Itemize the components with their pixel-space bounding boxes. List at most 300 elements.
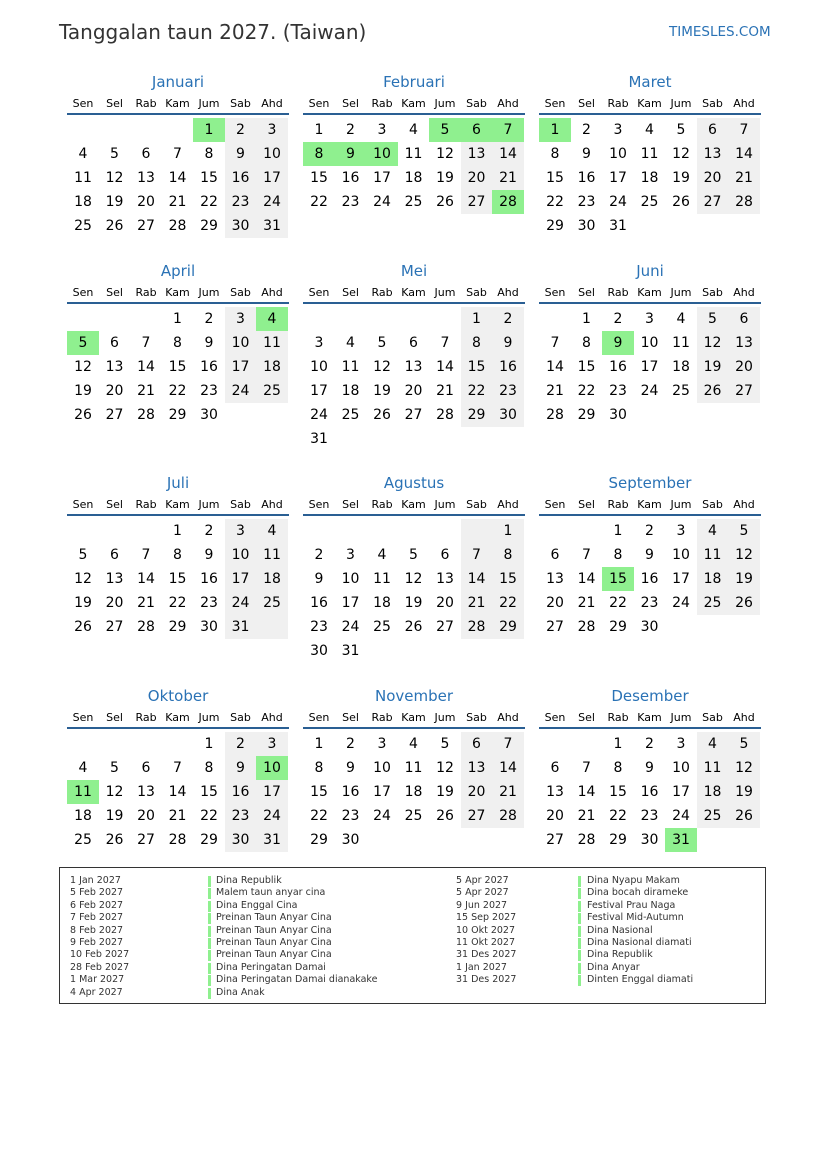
day-cell: 18 — [74, 194, 92, 210]
day-cell: 23 — [640, 595, 659, 611]
day-cell: 22 — [310, 808, 328, 824]
day-cell: 23 — [577, 194, 596, 210]
day-cell: 2 — [503, 311, 513, 327]
day-cell: 10 — [672, 547, 690, 563]
weekday-label: Kam — [165, 286, 190, 299]
legend-holiday-name: Dinten Enggal diamati — [587, 974, 694, 986]
day-cell: 2 — [645, 523, 654, 539]
day-cell: 28 — [168, 832, 187, 848]
weekday-label: Sen — [72, 711, 94, 724]
day-cell: 15 — [577, 359, 596, 375]
month-september — [539, 473, 761, 635]
legend-holiday-name: Dina Peringatan Damai — [216, 961, 326, 973]
day-cell: 24 — [341, 619, 360, 635]
day-cell: 21 — [137, 595, 155, 611]
legend-row — [60, 937, 760, 949]
legend-date: 7 Feb 2027 — [70, 912, 124, 924]
weekday-label: Sab — [230, 498, 251, 511]
day-cell: 25 — [703, 595, 722, 611]
day-cell: 23 — [231, 194, 250, 210]
day-cell: 30 — [231, 832, 250, 848]
page-title: Tanggalan taun 2027. (Taiwan) — [59, 20, 367, 44]
weekday-header — [67, 96, 289, 112]
legend-row — [60, 962, 760, 974]
day-cell: 4 — [267, 523, 277, 539]
day-cell: 29 — [609, 832, 627, 848]
day-cell: 11 — [672, 335, 690, 351]
day-cell: 4 — [708, 523, 717, 539]
day-cell: 12 — [735, 760, 753, 776]
day-cell: 26 — [373, 407, 391, 423]
weekday-label: Ahd — [733, 97, 755, 110]
day-cell: 28 — [735, 194, 753, 210]
weekday-label: Sel — [342, 498, 359, 511]
day-cell: 29 — [200, 218, 218, 234]
day-cell: 14 — [467, 571, 486, 587]
day-cell: 16 — [640, 784, 659, 800]
day-cell: 9 — [645, 760, 654, 776]
day-cell: 20 — [436, 595, 454, 611]
day-cell: 13 — [546, 784, 564, 800]
day-cell: 12 — [436, 760, 454, 776]
day-cell: 26 — [436, 194, 454, 210]
day-cell: 13 — [436, 571, 454, 587]
day-cell: 15 — [200, 170, 218, 186]
day-cell: 17 — [231, 571, 250, 587]
day-cell: 16 — [499, 359, 517, 375]
weekday-label: Kam — [401, 286, 426, 299]
month-name: Agustus — [383, 474, 445, 492]
day-cell: 17 — [672, 571, 690, 587]
month-name: Maret — [628, 73, 672, 91]
day-cell: 30 — [577, 218, 596, 234]
day-cell: 2 — [346, 736, 355, 752]
weekday-label: Jum — [198, 97, 220, 110]
weekday-label: Rab — [135, 97, 157, 110]
day-cell: 10 — [231, 547, 250, 563]
legend-holiday-name: Dina Peringatan Damai dianakake — [216, 974, 378, 986]
weekday-label: Sel — [342, 97, 359, 110]
day-cell: 27 — [137, 218, 155, 234]
day-cell: 17 — [609, 170, 627, 186]
day-cell: 26 — [105, 218, 124, 234]
day-cell: 13 — [137, 170, 155, 186]
weekday-label: Sel — [106, 498, 123, 511]
weekday-label: Sel — [342, 286, 359, 299]
month-maret — [539, 72, 761, 234]
day-cell: 27 — [546, 619, 564, 635]
day-cell: 21 — [137, 383, 155, 399]
holiday-date: 10 — [366, 142, 398, 166]
weekday-label: Rab — [135, 711, 157, 724]
day-cell: 4 — [78, 760, 88, 776]
legend-date: 10 Okt 2027 — [456, 924, 516, 936]
weekday-label: Kam — [401, 498, 426, 511]
holiday-marker — [578, 926, 581, 937]
day-cell: 19 — [436, 784, 454, 800]
legend-date: 31 Des 2027 — [456, 974, 517, 986]
weekday-label: Sab — [466, 498, 487, 511]
holiday-marker — [578, 975, 581, 986]
day-cell: 7 — [440, 335, 450, 351]
site-link[interactable]: TIMESLES.COM — [669, 24, 771, 40]
day-cell: 2 — [346, 122, 355, 138]
day-cell: 8 — [613, 547, 623, 563]
day-cell: 17 — [640, 359, 659, 375]
day-cell: 8 — [173, 547, 182, 563]
legend-date: 8 Feb 2027 — [70, 924, 124, 936]
holiday-marker — [578, 950, 581, 961]
day-cell: 19 — [373, 383, 391, 399]
day-cell: 5 — [739, 736, 749, 752]
day-cell: 3 — [377, 122, 387, 138]
day-cell: 15 — [467, 359, 486, 375]
day-cell: 17 — [373, 784, 391, 800]
weekday-label: Rab — [371, 711, 393, 724]
day-cell: 15 — [168, 359, 187, 375]
day-cell: 28 — [137, 619, 155, 635]
day-cell: 5 — [377, 335, 387, 351]
day-cell: 23 — [341, 194, 360, 210]
legend-date: 4 Apr 2027 — [70, 986, 123, 998]
day-cell: 20 — [735, 359, 753, 375]
day-cell: 23 — [609, 383, 627, 399]
holiday-marker — [578, 888, 581, 899]
holiday-legend — [59, 867, 766, 1004]
day-cell: 26 — [735, 595, 753, 611]
day-cell: 25 — [263, 383, 281, 399]
header-rule — [303, 113, 525, 115]
month-januari — [67, 72, 289, 234]
day-cell: 18 — [404, 784, 423, 800]
holiday-marker — [578, 938, 581, 949]
day-cell: 8 — [314, 760, 324, 776]
month-oktober — [67, 686, 289, 848]
weekday-label: Sen — [544, 498, 566, 511]
day-cell: 3 — [346, 547, 355, 563]
weekday-header — [303, 285, 525, 301]
day-cell: 27 — [105, 619, 124, 635]
day-cell: 27 — [404, 407, 423, 423]
day-cell: 16 — [609, 359, 627, 375]
day-cell: 8 — [204, 146, 214, 162]
day-cell: 12 — [74, 359, 92, 375]
month-name: Desember — [611, 687, 689, 705]
day-cell: 2 — [236, 122, 245, 138]
day-cell: 18 — [373, 595, 391, 611]
day-cell: 4 — [676, 311, 686, 327]
weekday-label: Jum — [198, 711, 220, 724]
day-cell: 9 — [204, 335, 214, 351]
day-cell: 18 — [341, 383, 360, 399]
day-cell: 18 — [672, 359, 690, 375]
weekday-label: Sel — [106, 711, 123, 724]
day-cell: 11 — [263, 335, 281, 351]
day-cell: 13 — [137, 784, 155, 800]
weekday-label: Jum — [434, 711, 456, 724]
day-cell: 18 — [703, 784, 722, 800]
weekday-label: Sen — [544, 711, 566, 724]
legend-date: 9 Jun 2027 — [456, 899, 508, 911]
day-cell: 14 — [168, 784, 187, 800]
day-cell: 27 — [546, 832, 564, 848]
weekday-label: Ahd — [261, 286, 283, 299]
day-cell: 29 — [310, 832, 328, 848]
day-cell: 13 — [467, 146, 486, 162]
day-cell: 1 — [173, 311, 182, 327]
weekday-header — [539, 497, 761, 513]
day-cell: 7 — [503, 736, 513, 752]
day-cell: 23 — [200, 595, 218, 611]
day-cell: 7 — [582, 547, 591, 563]
weekday-header — [67, 497, 289, 513]
weekday-label: Rab — [371, 286, 393, 299]
weekday-label: Sel — [578, 711, 595, 724]
weekday-header — [539, 710, 761, 726]
day-cell: 23 — [310, 619, 328, 635]
day-cell: 25 — [640, 194, 659, 210]
day-cell: 25 — [373, 619, 391, 635]
day-cell: 15 — [546, 170, 564, 186]
day-cell: 30 — [640, 619, 659, 635]
day-cell: 31 — [341, 643, 360, 659]
day-cell: 25 — [74, 218, 92, 234]
day-cell: 3 — [236, 523, 245, 539]
day-cell: 5 — [708, 311, 717, 327]
day-cell: 2 — [204, 311, 214, 327]
day-cell: 29 — [546, 218, 564, 234]
day-cell: 3 — [676, 736, 686, 752]
day-cell: 15 — [310, 784, 328, 800]
day-cell: 28 — [577, 619, 596, 635]
day-cell: 28 — [436, 407, 454, 423]
day-cell: 7 — [173, 760, 182, 776]
day-cell: 24 — [609, 194, 627, 210]
weekday-label: Ahd — [497, 286, 519, 299]
day-cell: 26 — [436, 808, 454, 824]
day-cell: 12 — [373, 359, 391, 375]
day-cell: 21 — [499, 784, 517, 800]
legend-holiday-name: Dina Enggal Cina — [216, 899, 298, 911]
header-rule — [67, 727, 289, 729]
day-cell: 28 — [499, 808, 517, 824]
day-cell: 17 — [672, 784, 690, 800]
day-cell: 24 — [231, 595, 250, 611]
holiday-marker — [578, 913, 581, 924]
legend-date: 31 Des 2027 — [456, 949, 517, 961]
weekday-label: Rab — [135, 498, 157, 511]
legend-holiday-name: Dina Nasional diamati — [587, 937, 692, 948]
day-cell: 12 — [436, 146, 454, 162]
day-cell: 4 — [708, 736, 717, 752]
legend-holiday-name: Dina Republik — [587, 949, 653, 961]
day-cell: 17 — [263, 170, 281, 186]
legend-holiday-name: Preinan Taun Anyar Cina — [216, 937, 332, 948]
day-cell: 24 — [310, 407, 328, 423]
day-cell: 5 — [78, 547, 88, 563]
weekday-label: Kam — [637, 498, 662, 511]
day-cell: 24 — [263, 808, 281, 824]
day-cell: 13 — [703, 146, 722, 162]
weekday-label: Sen — [308, 711, 330, 724]
day-cell: 2 — [236, 736, 245, 752]
legend-row — [60, 925, 760, 937]
day-cell: 11 — [640, 146, 659, 162]
month-name: Oktober — [147, 687, 209, 705]
day-cell: 16 — [640, 571, 659, 587]
holiday-date: 1 — [193, 118, 225, 142]
day-cell: 6 — [708, 122, 717, 138]
day-cell: 27 — [735, 383, 753, 399]
month-name: Februari — [383, 73, 445, 91]
day-cell: 4 — [78, 146, 88, 162]
month-mei — [303, 261, 525, 447]
day-cell: 18 — [263, 571, 281, 587]
day-cell: 10 — [609, 146, 627, 162]
legend-holiday-name: Dina bocah dirameke — [587, 887, 689, 899]
day-cell: 24 — [373, 194, 391, 210]
day-cell: 29 — [200, 832, 218, 848]
day-cell: 30 — [341, 832, 360, 848]
day-cell: 24 — [231, 383, 250, 399]
legend-date: 28 Feb 2027 — [70, 961, 130, 973]
legend-holiday-name: Dina Anyar — [587, 961, 640, 973]
day-cell: 7 — [472, 547, 481, 563]
legend-date: 1 Mar 2027 — [70, 974, 125, 986]
month-november — [303, 686, 525, 848]
holiday-date: 5 — [429, 118, 461, 142]
weekday-label: Sen — [308, 286, 330, 299]
day-cell: 8 — [550, 146, 560, 162]
weekday-header — [303, 710, 525, 726]
day-cell: 12 — [703, 335, 722, 351]
day-cell: 1 — [314, 122, 324, 138]
weekday-label: Kam — [401, 97, 426, 110]
day-cell: 26 — [703, 383, 722, 399]
day-cell: 21 — [168, 194, 187, 210]
weekday-label: Sen — [544, 97, 566, 110]
day-cell: 12 — [404, 571, 423, 587]
day-cell: 7 — [141, 547, 151, 563]
holiday-marker — [578, 901, 581, 912]
day-cell: 8 — [582, 335, 591, 351]
day-cell: 1 — [613, 736, 623, 752]
weekday-label: Kam — [637, 286, 662, 299]
day-cell: 14 — [137, 571, 155, 587]
day-cell: 6 — [141, 146, 151, 162]
day-cell: 6 — [110, 335, 119, 351]
day-cell: 28 — [546, 407, 564, 423]
legend-date: 1 Jan 2027 — [70, 875, 121, 886]
day-cell: 8 — [472, 335, 481, 351]
day-cell: 18 — [74, 808, 92, 824]
day-cell: 3 — [377, 736, 387, 752]
legend-holiday-name: Dina Nasional — [587, 924, 653, 936]
day-cell: 20 — [137, 194, 155, 210]
weekday-label: Ahd — [261, 97, 283, 110]
day-cell: 27 — [436, 619, 454, 635]
day-cell: 22 — [168, 383, 187, 399]
legend-row — [60, 875, 760, 887]
header-rule — [67, 302, 289, 304]
day-cell: 11 — [703, 547, 722, 563]
day-cell: 26 — [74, 407, 92, 423]
day-cell: 24 — [263, 194, 281, 210]
day-cell: 1 — [204, 736, 214, 752]
day-cell: 2 — [613, 311, 623, 327]
weekday-label: Sab — [702, 498, 723, 511]
weekday-label: Kam — [165, 498, 190, 511]
legend-row — [60, 974, 760, 986]
weekday-label: Jum — [434, 286, 456, 299]
day-cell: 26 — [735, 808, 753, 824]
weekday-label: Jum — [198, 286, 220, 299]
legend-date: 11 Okt 2027 — [456, 937, 516, 948]
day-cell: 18 — [703, 571, 722, 587]
day-cell: 16 — [200, 571, 218, 587]
day-cell: 28 — [577, 832, 596, 848]
day-cell: 12 — [105, 784, 124, 800]
weekday-label: Sel — [578, 97, 595, 110]
day-cell: 1 — [503, 523, 513, 539]
day-cell: 7 — [141, 335, 151, 351]
weekday-label: Sab — [230, 711, 251, 724]
weekday-label: Sel — [578, 286, 595, 299]
day-cell: 25 — [263, 595, 281, 611]
month-name: Juni — [636, 262, 664, 280]
month-juli — [67, 473, 289, 635]
day-cell: 6 — [472, 736, 481, 752]
day-cell: 31 — [263, 218, 281, 234]
day-cell: 10 — [310, 359, 328, 375]
day-cell: 15 — [609, 784, 627, 800]
weekday-label: Sel — [342, 711, 359, 724]
header-rule — [303, 514, 525, 516]
day-cell: 11 — [341, 359, 360, 375]
day-cell: 22 — [200, 194, 218, 210]
day-cell: 26 — [404, 619, 423, 635]
day-cell: 19 — [703, 359, 722, 375]
holiday-marker — [578, 876, 581, 887]
weekday-label: Sel — [106, 286, 123, 299]
day-cell: 4 — [645, 122, 654, 138]
day-cell: 26 — [105, 832, 124, 848]
header-rule — [303, 727, 525, 729]
day-cell: 22 — [499, 595, 517, 611]
legend-date: 5 Apr 2027 — [456, 887, 509, 899]
legend-row — [60, 912, 760, 924]
day-cell: 13 — [105, 359, 124, 375]
day-cell: 4 — [346, 335, 355, 351]
day-cell: 2 — [582, 122, 591, 138]
day-cell: 28 — [137, 407, 155, 423]
day-cell: 26 — [672, 194, 690, 210]
day-cell: 3 — [314, 335, 324, 351]
weekday-label: Rab — [607, 711, 629, 724]
day-cell: 24 — [672, 808, 690, 824]
day-cell: 30 — [231, 218, 250, 234]
holiday-marker — [578, 963, 581, 974]
day-cell: 30 — [200, 619, 218, 635]
holiday-marker — [208, 988, 211, 999]
legend-holiday-name: Festival Prau Naga — [587, 899, 676, 911]
day-cell: 24 — [373, 808, 391, 824]
weekday-label: Kam — [165, 97, 190, 110]
weekday-label: Jum — [670, 498, 692, 511]
day-cell: 9 — [346, 760, 355, 776]
weekday-label: Sen — [72, 498, 94, 511]
day-cell: 12 — [74, 571, 92, 587]
